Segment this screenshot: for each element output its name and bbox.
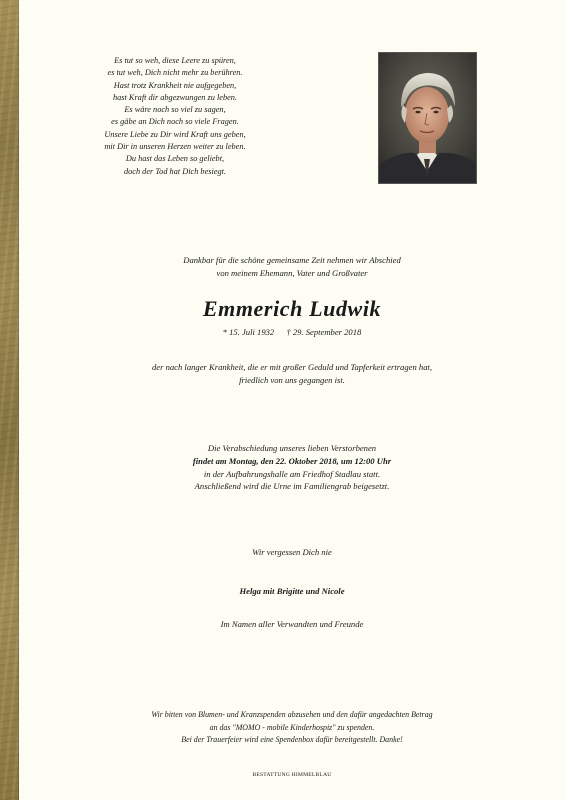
ceremony-intro: Die Verabschiedung unseres lieben Verstorbenen bbox=[207, 443, 377, 453]
gratitude-line: Dankbar für die schöne gemeinsame Zeit nehmen wir Abschied bbox=[183, 255, 401, 265]
memorial-poem bbox=[60, 55, 290, 178]
death-date: † 29. September 2018 bbox=[286, 327, 362, 337]
poem-line: es gäbe an Dich noch so viele Fragen. bbox=[111, 117, 239, 127]
portrait-photo bbox=[378, 52, 477, 184]
ceremony-date: findet am Montag, den 22. Oktober 2018, um 12:00 Uhr bbox=[192, 455, 392, 466]
family-names: Helga mit Brigitte und Nicole bbox=[239, 586, 345, 596]
passing-line: friedlich von uns gegangen ist. bbox=[239, 375, 345, 385]
poem-line: Es wäre noch so viel zu sagen, bbox=[124, 105, 226, 115]
poem-line: doch der Tod hat Dich besiegt. bbox=[123, 166, 226, 176]
poem-line: Unsere Liebe zu Dir wird Kraft uns geben, bbox=[104, 129, 246, 139]
poem-line: es tut weh, Dich nicht mehr zu berühren. bbox=[107, 68, 243, 78]
urn-burial-note: Anschließend wird die Urne im Familiengrab beigesetzt. bbox=[194, 481, 390, 492]
ceremony-location: in der Aufbahrungshalle am Friedhof Stadlau statt. bbox=[203, 468, 381, 479]
passing-text bbox=[19, 361, 565, 387]
relatives-line: Im Namen aller Verwandten und Freunde bbox=[220, 619, 364, 629]
life-dates bbox=[19, 326, 565, 338]
poem-line: Es tut so weh, diese Leere zu spüren, bbox=[114, 56, 236, 65]
poem-line: Du hast das Leben so geliebt, bbox=[125, 154, 225, 164]
funeral-home-name: BESTATTUNG HIMMELBLAU bbox=[252, 772, 332, 778]
donation-line: Bei der Trauerfeier wird eine Spendenbox dafür bereitgestellt. Danke! bbox=[181, 735, 403, 744]
gratitude-line: von meinem Ehemann, Vater und Großvater bbox=[216, 268, 368, 278]
donation-line: an das "MOMO - mobile Kinderhospiz" zu spenden. bbox=[209, 722, 375, 732]
donation-line: Wir bitten von Blumen- und Kranzspenden abzusehen und den dafür angedachten Betrag bbox=[151, 710, 433, 719]
poem-line: mit Dir in unseren Herzen weiter zu leben. bbox=[104, 142, 246, 152]
decorative-border-strip bbox=[0, 0, 19, 800]
ceremony-details bbox=[19, 442, 565, 493]
deceased-name: Emmerich Ludwik bbox=[202, 296, 382, 321]
donation-request bbox=[19, 709, 565, 747]
passing-line: der nach langer Krankheit, die er mit großer Geduld und Tapferkeit ertragen hat, bbox=[151, 362, 433, 372]
birth-date: * 15. Juli 1932 bbox=[222, 327, 275, 337]
remembrance-line: Wir vergessen Dich nie bbox=[252, 547, 332, 557]
poem-line: hast Kraft dir abgezwungen zu leben. bbox=[113, 92, 237, 102]
poem-line: Hast trotz Krankheit nie aufgegeben, bbox=[113, 80, 237, 90]
gratitude-text bbox=[19, 254, 565, 280]
